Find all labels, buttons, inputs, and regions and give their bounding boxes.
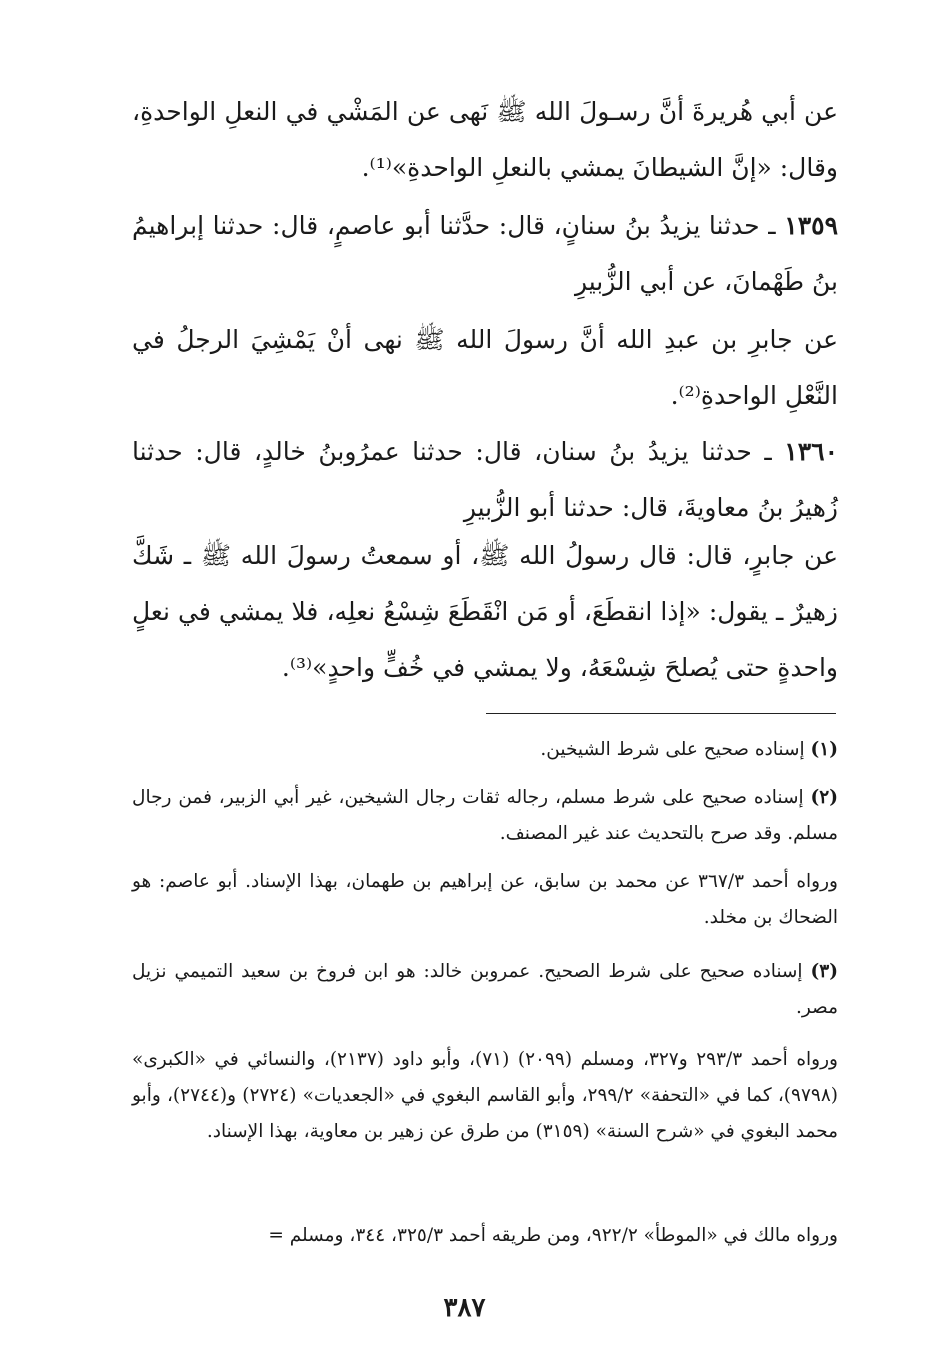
footnote-3 bbox=[132, 954, 838, 1026]
footnote-text: إسناده صحيح على شرط الصحيح. عمروبن خالد: هو ابن فروخ بن سعيد التميمي نزيل مصر. bbox=[132, 961, 838, 1018]
footnote-2-source: ورواه أحمد ٣٦٧/٣ عن محمد بن سابق، عن إبراهيم بن طهمان، بهذا الإسناد. أبو عاصم: هو الضحاك بن مخلد. bbox=[132, 871, 838, 928]
footnote-3-continued: ورواه مالك في «الموطأ» ٩٢٢/٢، ومن طريقه أحمد ٣٢٥/٣، ٣٤٤، ومسلم = bbox=[268, 1225, 838, 1246]
footnote-number: (٢) bbox=[810, 787, 838, 808]
footnote-text: إسناده صحيح على شرط مسلم، رجاله ثقات رجال الشيخين، غير أبي الزبير، فمن رجال مسلم. وقد صرح بالتحديث عند غير المصنف. bbox=[132, 787, 838, 844]
footnote-text: إسناده صحيح على شرط الشيخين. bbox=[540, 739, 811, 760]
footnote-1 bbox=[132, 732, 838, 768]
hadith-1359-isnad bbox=[132, 198, 838, 310]
hadith-1359-matn: عن جابرِ بن عبدِ الله أنَّ رسولَ الله ﷺ نهى أنْ يَمْشِيَ الرجلُ في النَّعْلِ الواحدةِ⁽²⁾. bbox=[132, 325, 838, 410]
hadith-number: ١٣٦٠ bbox=[784, 437, 838, 466]
footnote-number: (١) bbox=[810, 739, 838, 760]
footnote-3-sources: ورواه أحمد ٢٩٣/٣ و٣٢٧، ومسلم (٢٠٩٩) (٧١)، وأبو داود (٢١٣٧)، والنسائي في «الكبرى» (٩٧٩٨)، كما في «التحفة» ٢٩٩/٢، وأبو القاسم البغوي في «الجعديات» (٢٧٢٤) و(٢٧٤٤)، وأبو محمد البغوي في «شرح السنة» (٣١٥٩) من طرق عن زهير بن معاوية، بهذا الإسناد. bbox=[132, 1049, 838, 1142]
hadith-1358-matn: عن أبي هُريرةَ أنَّ رسـولَ الله ﷺ نَهى عن المَشْي في النعلِ الواحدةِ، وقال: «إنَّ الشيطانَ يمشي بالنعلِ الواحدةِ»⁽¹⁾. bbox=[132, 97, 838, 182]
isnad-text: ـ حدثنا يزيدُ بنُ سنانٍ، قال: حدَّثنا أبو عاصمٍ، قال: حدثنا إبراهيمُ بنُ طَهْمانَ، عن أبي الزُّبيرِ bbox=[132, 211, 838, 296]
hadith-number: ١٣٥٩ bbox=[784, 211, 838, 240]
page-number: ٣٨٧ bbox=[443, 1293, 486, 1323]
hadith-1360-isnad bbox=[132, 424, 838, 536]
footnote-number: (٣) bbox=[810, 961, 838, 982]
footnote-separator bbox=[486, 713, 836, 714]
footnote-2 bbox=[132, 780, 838, 852]
hadith-1360-matn: عن جابرٍ، قال: قال رسولُ الله ﷺ، أو سمعتُ رسولَ الله ﷺ ـ شَكَّ زهيرٌ ـ يقول: «إذا انقطَعَ، أو مَن انْقَطَعَ شِسْعُ نعلِه، فلا يمشي في نعلٍ واحدةٍ حتى يُصلحَ شِسْعَهُ، ولا يمشي في خُفٍّ واحدٍ»⁽³⁾. bbox=[132, 541, 838, 682]
isnad-text: ـ حدثنا يزيدُ بنُ سنان، قال: حدثنا عمرُوبنُ خالدٍ، قال: حدثنا زُهيرُ بنُ معاويةَ، قال: حدثنا أبو الزُّبيرِ bbox=[132, 437, 838, 522]
